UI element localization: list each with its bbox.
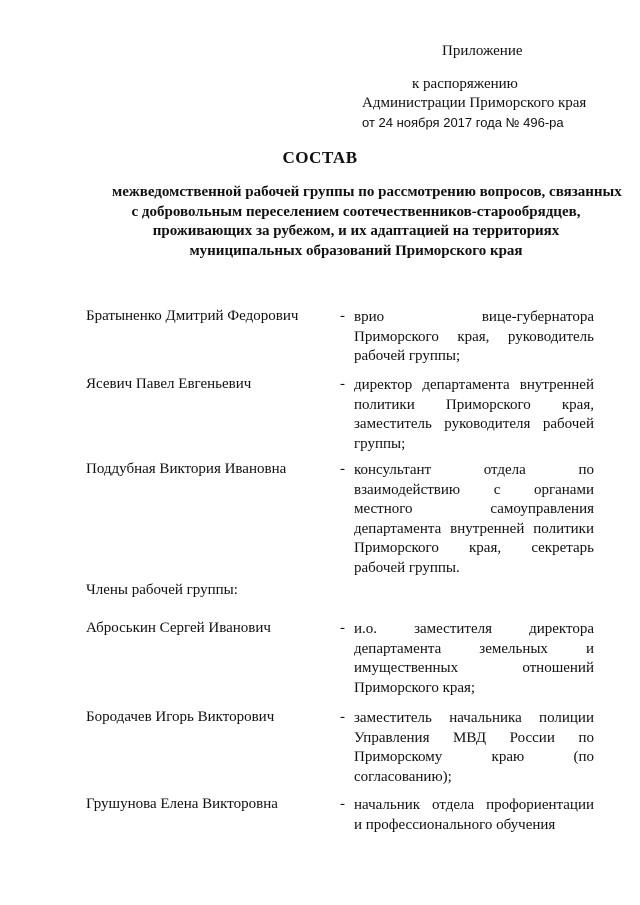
role-word: начальник <box>354 797 421 813</box>
role-line <box>354 768 594 788</box>
appendix-header <box>362 42 622 132</box>
role-line <box>354 328 594 348</box>
member-role <box>354 376 594 454</box>
role-word: краю <box>491 749 525 765</box>
role-word: МВД <box>453 729 487 746</box>
role-line <box>354 748 594 768</box>
role-word: края; <box>442 679 476 696</box>
member-role <box>354 796 594 835</box>
role-word: по <box>578 462 594 478</box>
role-line <box>354 347 594 367</box>
role-line <box>354 620 594 640</box>
role-word: самоуправления <box>490 501 594 517</box>
role-word: Приморского <box>354 679 443 696</box>
role-word: заместителя <box>414 621 493 637</box>
role-line <box>354 659 594 679</box>
entry-dash: - <box>340 796 345 812</box>
role-word: консультант <box>354 462 432 478</box>
document-subtitle <box>112 183 622 261</box>
entry-dash: - <box>340 709 345 725</box>
role-word: профориентации <box>486 797 594 813</box>
role-word: отношений <box>522 660 594 676</box>
role-line <box>354 679 594 699</box>
role-word: края, <box>469 540 502 556</box>
member-role <box>354 308 594 367</box>
entry-dash: - <box>340 620 345 636</box>
role-line <box>354 520 594 540</box>
role-word: внутренней <box>450 520 525 537</box>
role-word: группы; <box>354 435 406 452</box>
member-name: Ясевич Павел Евгеньевич <box>86 376 252 392</box>
role-word: Приморскому <box>354 749 443 765</box>
member-name: Братыненко Дмитрий Федорович <box>86 308 299 324</box>
role-word: начальника <box>449 710 522 726</box>
role-word: имущественных <box>354 660 459 676</box>
role-word: местного <box>354 501 413 517</box>
role-word: полиции <box>539 710 594 726</box>
subtitle-line: межведомственной рабочей группы по рассмотрению вопросов, связанных <box>112 184 622 200</box>
role-word: политики <box>354 396 415 413</box>
member-name: Грушунова Елена Викторовна <box>86 796 278 812</box>
subtitle-line: муниципальных образований Приморского края <box>189 242 523 259</box>
role-word: земельных <box>479 640 548 657</box>
order-reference: к распоряжению <box>412 76 518 92</box>
role-word: руководитель <box>507 328 594 345</box>
role-line <box>354 559 594 579</box>
role-line <box>354 816 594 836</box>
role-line <box>354 539 594 559</box>
role-word: департамента <box>354 640 442 657</box>
role-word: Приморского <box>354 328 439 345</box>
role-line <box>354 415 594 435</box>
role-word: группы; <box>408 348 461 364</box>
role-word: врио <box>354 309 385 325</box>
role-line <box>354 709 594 729</box>
role-word: заместитель <box>354 710 432 726</box>
role-word: профессионального <box>365 816 497 833</box>
members-heading: Члены рабочей группы: <box>86 582 238 598</box>
entry-dash: - <box>340 376 345 392</box>
role-word: Управления <box>354 729 430 746</box>
subtitle-line: с добровольным переселением соотечественников-старообрядцев, <box>131 203 581 220</box>
role-word: и <box>354 816 366 833</box>
role-word: заместитель <box>354 416 432 432</box>
administration-name: Администрации Приморского края <box>362 95 587 111</box>
role-word: политики <box>533 520 594 537</box>
role-word: и.о. <box>354 621 378 637</box>
role-word: руководителя <box>444 416 531 432</box>
role-word: рабочей <box>354 348 409 364</box>
role-word: отдела <box>483 462 526 478</box>
subtitle-line: проживающих за рубежом, и их адаптацией на территориях <box>152 223 560 239</box>
role-word: Приморского <box>445 396 531 413</box>
role-line <box>354 396 594 416</box>
document-title: СОСТАВ <box>282 148 358 167</box>
role-word: отдела <box>432 797 475 813</box>
role-word: и <box>585 640 594 657</box>
appendix-label: Приложение <box>442 43 523 59</box>
member-name: Аброськин Сергей Иванович <box>86 620 271 636</box>
role-word: секретарь <box>531 540 594 556</box>
role-word: взаимодействию <box>354 481 461 498</box>
role-word: вице-губернатора <box>481 309 594 325</box>
role-word: края, <box>457 328 490 345</box>
role-word: согласованию); <box>354 768 452 785</box>
role-word: Приморского <box>354 540 439 556</box>
role-line <box>354 729 594 749</box>
role-word: рабочей <box>542 416 594 432</box>
role-word: департамента <box>354 520 442 537</box>
role-word: департамента <box>422 377 510 393</box>
role-word: (по <box>573 749 594 765</box>
role-word: группы. <box>408 559 460 576</box>
role-word: рабочей <box>354 559 409 576</box>
role-line <box>354 461 594 481</box>
role-word: России <box>509 729 555 746</box>
role-word: внутренней <box>519 377 594 393</box>
role-word: с <box>493 481 501 498</box>
role-word: по <box>578 729 594 746</box>
role-word: директора <box>529 621 594 637</box>
order-date-number: от 24 ноября 2017 года № 496-ра <box>362 115 564 130</box>
role-word: директор <box>354 377 413 393</box>
role-line <box>354 376 594 396</box>
role-word: обучения <box>496 816 556 833</box>
role-word: края, <box>561 396 594 413</box>
member-role <box>354 461 594 578</box>
entry-dash: - <box>340 461 345 477</box>
member-name: Бородачев Игорь Викторович <box>86 709 275 725</box>
role-line <box>354 500 594 520</box>
member-role <box>354 709 594 787</box>
role-line <box>354 308 594 328</box>
role-line <box>354 481 594 501</box>
role-line <box>354 640 594 660</box>
role-line <box>354 796 594 816</box>
entry-dash: - <box>340 308 345 324</box>
member-name: Поддубная Виктория Ивановна <box>86 461 287 477</box>
role-word: органами <box>533 481 594 498</box>
member-role <box>354 620 594 698</box>
role-line <box>354 435 594 455</box>
